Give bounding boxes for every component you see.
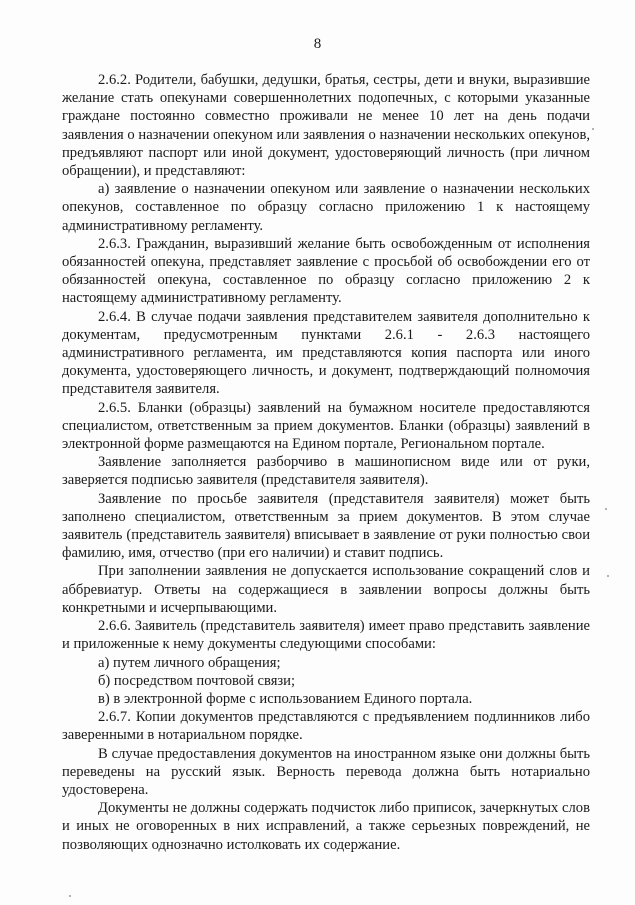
scan-speck bbox=[607, 575, 609, 577]
paragraph-no-corrections: Документы не должны содержать подчисток либо приписок, зачеркнутых слов и иных не оговоренных в них исправлений, а также серьезных повреждений, не позволяющих однозначно истолковать их содержание. bbox=[62, 800, 590, 853]
paragraph-2-6-7: 2.6.7. Копии документов представляются с предъявлением подлинников либо заверенными в нотариальном порядке. bbox=[62, 709, 590, 744]
paragraph-2-6-6: 2.6.6. Заявитель (представитель заявителя) имеет право представить заявление и приложенные к нему документы следующими способами: bbox=[62, 618, 590, 653]
paragraph-2-6-3: 2.6.3. Гражданин, выразивший желание быть освобожденным от исполнения обязанностей опекуна, представляет заявление с просьбой об освобождении его от обязанностей опекуна, составленное по образцу согласно приложению 2 к настоящему административному регламенту. bbox=[62, 235, 590, 307]
list-item-a-application: а) заявление о назначении опекуном или заявление о назначении нескольких опекунов, составленное по образцу согласно приложению 1 к настоящему административному регламенту. bbox=[62, 181, 590, 234]
paragraph-filling-manner: Заявление заполняется разборчиво в машинописном виде или от руки, заверяется подписью заявителя (представителя заявителя). bbox=[62, 454, 590, 489]
paragraph-2-6-4: 2.6.4. В случае подачи заявления представителем заявителя дополнительно к документам, предусмотренным пунктами 2.6.1 - 2.6.3 настоящего административного регламента, им представляются копия паспорта или иного документа, удостоверяющего личность, и документ, подтверждающий полномочия представителя заявителя. bbox=[62, 308, 590, 398]
scan-speck bbox=[69, 895, 71, 897]
paragraph-filled-by-specialist: Заявление по просьбе заявителя (представителя заявителя) может быть заполнено специалистом, ответственным за прием документов. В этом случае заявитель (представитель заявителя) вписывает в заявление от руки полностью свои фамилию, имя, отчество (при его наличии) и ставит подпись. bbox=[62, 490, 590, 562]
scan-speck bbox=[592, 128, 594, 130]
list-item-a-personal: а) путем личного обращения; bbox=[98, 654, 281, 671]
document-body bbox=[62, 71, 590, 854]
paragraph-foreign-language: В случае предоставления документов на иностранном языке они должны быть переведены на русский язык. Верность перевода должна быть нотариально удостоверена. bbox=[62, 745, 590, 798]
paragraph-2-6-5: 2.6.5. Бланки (образцы) заявлений на бумажном носителе предоставляются специалистом, ответственным за прием документов. Бланки (образцы) заявлений в электронной форме размещаются на Едином портале, Региональном портале. bbox=[62, 399, 590, 453]
paragraph-2-6-2: 2.6.2. Родители, бабушки, дедушки, братья, сестры, дети и внуки, выразившие желание стать опекунами совершеннолетних подопечных, с которыми указанные граждане постоянно совместно проживали не менее 10 лет на день подачи заявления о назначении опекуном или заявления о назначении нескольких опекунов, предъявляют паспорт или иной документ, удостоверяющий личность (при личном обращении), и представляют: bbox=[62, 72, 590, 180]
list-item-c-electronic: в) в электронной форме с использованием Единого портала. bbox=[98, 690, 473, 707]
paragraph-no-abbreviations: При заполнении заявления не допускается использование сокращений слов и аббревиатур. Ответы на содержащиеся в заявлении вопросы должны быть конкретными и исчерпывающими. bbox=[62, 563, 590, 616]
scan-speck bbox=[605, 508, 607, 510]
list-item-b-postal: б) посредством почтовой связи; bbox=[98, 672, 296, 689]
page-number: 8 bbox=[313, 36, 322, 52]
